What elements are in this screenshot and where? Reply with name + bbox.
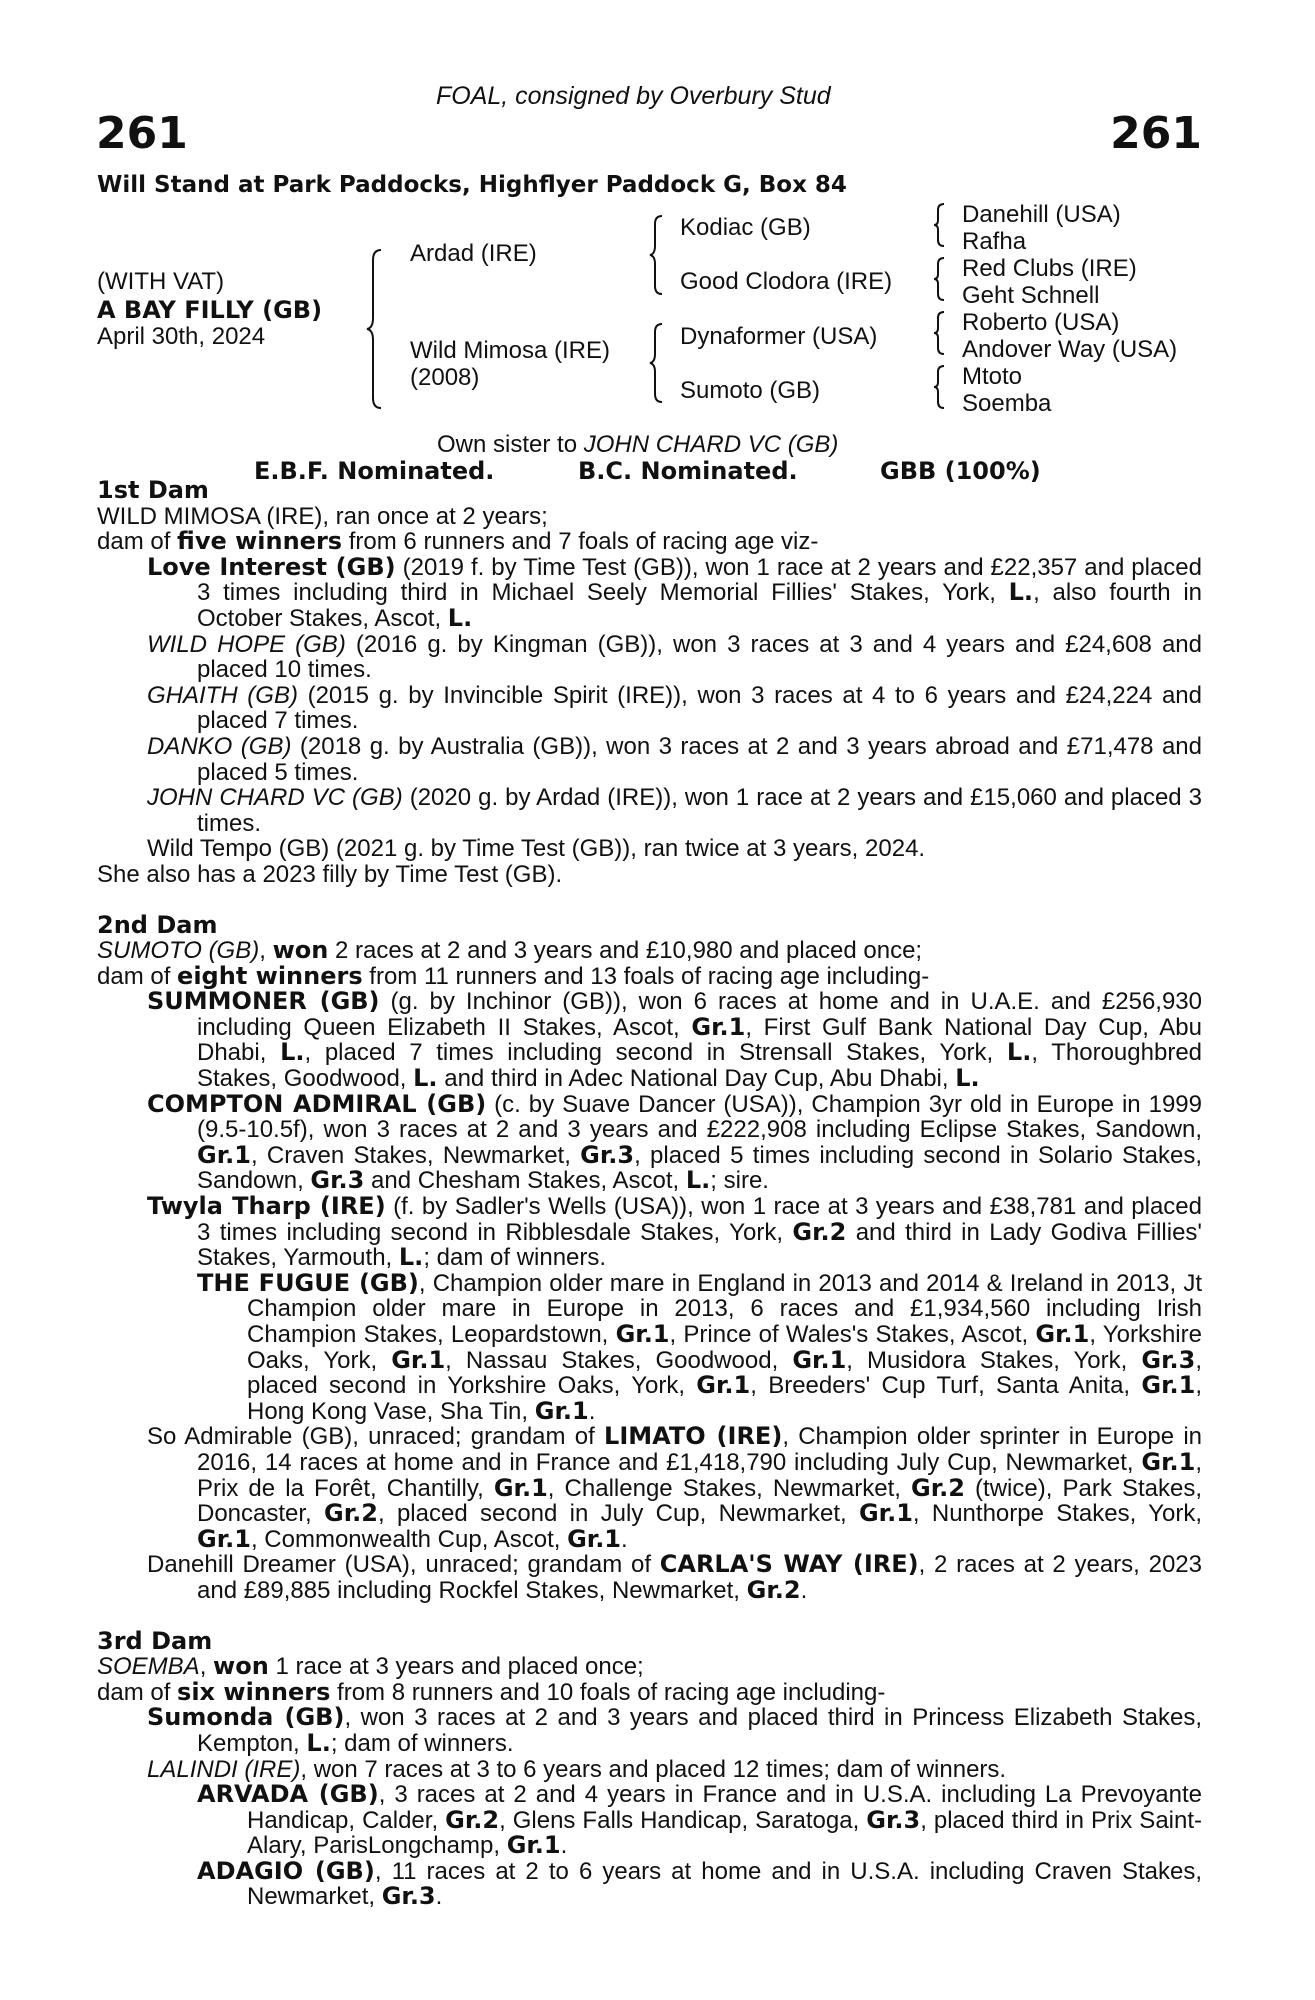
- foaling-date: April 30th, 2024: [97, 323, 266, 350]
- produce-ghaith: GHAITH (GB) (2015 g. by Invincible Spirit (IRE)), won 3 races at 4 to 6 years and £24,224 and placed 7 times.: [147, 681, 1202, 735]
- first-dam-produce-summary: dam of five winners from 6 runners and 7 foals of racing age viz-: [97, 527, 819, 556]
- stand-location: Will Stand at Park Paddocks, Highflyer Paddock G, Box 84: [97, 172, 847, 198]
- catalogue-body: [97, 478, 1202, 1910]
- produce-danehill-dreamer: Danehill Dreamer (USA), unraced; grandam of CARLA'S WAY (IRE), 2 races at 2 years, 2023 and £89,885 including Rockfel Stakes, Newmarket, Gr.2.: [147, 1550, 1202, 1604]
- lot-number-left: 261: [96, 108, 188, 159]
- bc-nominated: B.C. Nominated.: [578, 457, 798, 485]
- produce-2023-filly: She also has a 2023 filly by Time Test (GB).: [97, 860, 563, 888]
- gen3-dsd: Andover Way (USA): [962, 336, 1178, 363]
- dam-year: (2008): [410, 364, 480, 391]
- produce-wild-hope: WILD HOPE (GB) (2016 g. by Kingman (GB)), won 3 races at 3 and 4 years and £24,608 and placed 10 times.: [147, 630, 1202, 684]
- third-dam-heading: 3rd Dam: [97, 1626, 213, 1655]
- ebf-nominated: E.B.F. Nominated.: [254, 457, 495, 485]
- vat-note: (WITH VAT): [97, 268, 225, 295]
- dam-sire: Dynaformer (USA): [680, 323, 878, 350]
- produce-john-chard: JOHN CHARD VC (GB) (2020 g. by Ardad (IRE)), won 1 race at 2 years and £15,060 and placed 3 times.: [147, 784, 1203, 837]
- third-dam-produce-summary: dam of six winners from 8 runners and 10 foals of racing age including-: [97, 1677, 886, 1706]
- dam-dam: Sumoto (GB): [680, 377, 821, 404]
- produce-wild-tempo: Wild Tempo (GB) (2021 g. by Time Test (GB)), ran twice at 3 years, 2024.: [147, 835, 926, 863]
- produce-love-interest: Love Interest (GB) (2019 f. by Time Test (GB)), won 1 race at 2 years and £22,357 and placed 3 times including third in Michael Seely Memorial Fillies' Stakes, York, L., also fourth in October Stakes, Ascot, L.: [147, 552, 1203, 632]
- gen3-ddd: Soemba: [962, 390, 1052, 417]
- lot-title: A BAY FILLY (GB): [97, 296, 323, 324]
- produce-the-fugue: THE FUGUE (GB), Champion older mare in England in 2013 and 2014 & Ireland in 2013, Jt Champion older mare in Europe in 2013, 6 races and £1,934,560 including Irish Champion Stakes, Leopardstown, Gr.1, Prince of Wales's Stakes, Ascot, Gr.1, Yorkshire Oaks, York, Gr.1, Nassau Stakes, Goodwood, Gr.1, Musidora Stakes, York, Gr.3, placed second in Yorkshire Oaks, York, Gr.1, Breeders' Cup Turf, Santa Anita, Gr.1, Hong Kong Vase, Sha Tin, Gr.1.: [197, 1268, 1203, 1425]
- second-dam-intro: SUMOTO (GB), won 2 races at 2 and 3 years and £10,980 and placed once;: [97, 936, 923, 965]
- pedigree-brace-sire: [648, 214, 666, 296]
- first-dam-intro: WILD MIMOSA (IRE), ran once at 2 years;: [97, 502, 548, 530]
- produce-summoner: SUMMONER (GB) (g. by Inchinor (GB)), won 6 races at home and in U.A.E. and £256,930 including Queen Elizabeth II Stakes, Ascot, Gr.1, First Gulf Bank National Day Cup, Abu Dhabi, L., placed 7 times including second in Strensall Stakes, York, L., Thoroughbred Stakes, Goodwood, L. and third in Adec National Day Cup, Abu Dhabi, L.: [147, 987, 1203, 1093]
- pedigree-brace-ss: [932, 202, 948, 248]
- gen3-ssd: Rafha: [962, 228, 1027, 255]
- produce-sumonda: Sumonda (GB), won 3 races at 2 and 3 years and placed third in Princess Elizabeth Stakes, Kempton, L.; dam of winners.: [147, 1703, 1202, 1757]
- sire-dam: Good Clodora (IRE): [680, 268, 893, 295]
- pedigree-brace-main: [365, 248, 385, 410]
- gen3-dds: Mtoto: [962, 363, 1023, 390]
- consigned-by: FOAL, consigned by Overbury Stud: [436, 82, 831, 110]
- sire-sire: Kodiac (GB): [680, 214, 811, 241]
- produce-twyla-tharp: Twyla Tharp (IRE) (f. by Sadler's Wells (USA)), won 1 race at 3 years and £38,781 and placed 3 times including second in Ribblesdale Stakes, York, Gr.2 and third in Lady Godiva Fillies' Stakes, Yarmouth, L.; dam of winners.: [147, 1192, 1203, 1272]
- pedigree-brace-ds: [932, 310, 948, 356]
- produce-danko: DANKO (GB) (2018 g. by Australia (GB)), won 3 races at 2 and 3 years abroad and £71,478 and placed 5 times.: [147, 732, 1203, 786]
- second-dam-produce-summary: dam of eight winners from 11 runners and 13 foals of racing age including-: [97, 961, 930, 990]
- lot-number-right: 261: [1110, 108, 1202, 159]
- pedigree-brace-dd: [932, 364, 948, 410]
- first-dam-heading: 1st Dam: [97, 476, 209, 504]
- produce-lalindi: LALINDI (IRE), won 7 races at 3 to 6 years and placed 12 times; dam of winners.: [147, 1755, 1007, 1783]
- produce-compton-admiral: COMPTON ADMIRAL (GB) (c. by Suave Dancer (USA)), Champion 3yr old in Europe in 1999 (9.5-10.5f), won 3 races at 2 and 3 years and £222,908 including Eclipse Stakes, Sandown, Gr.1, Craven Stakes, Newmarket, Gr.3, placed 5 times including second in Solario Stakes, Sandown, Gr.3 and Chesham Stakes, Ascot, L.; sire.: [147, 1089, 1202, 1195]
- pedigree-brace-dam: [648, 322, 666, 404]
- produce-so-admirable: So Admirable (GB), unraced; grandam of LIMATO (IRE), Champion older sprinter in Europe in 2016, 14 races at home and in France and £1,418,790 including July Cup, Newmarket, Gr.1, Prix de la Forêt, Chantilly, Gr.1, Challenge Stakes, Newmarket, Gr.2 (twice), Park Stakes, Doncaster, Gr.2, placed second in July Cup, Newmarket, Gr.1, Nunthorpe Stakes, York, Gr.1, Commonwealth Cup, Ascot, Gr.1.: [147, 1422, 1203, 1553]
- sire: Ardad (IRE): [410, 240, 537, 267]
- produce-arvada: ARVADA (GB), 3 races at 2 and 4 years in France and in U.S.A. including La Prevoyante Handicap, Calder, Gr.2, Glens Falls Handicap, Saratoga, Gr.3, placed third in Prix Saint-Alary, ParisLongchamp, Gr.1.: [197, 1780, 1203, 1860]
- gen3-dss: Roberto (USA): [962, 309, 1120, 336]
- dam: Wild Mimosa (IRE): [410, 337, 611, 364]
- gen3-sds: Red Clubs (IRE): [962, 255, 1137, 282]
- produce-adagio: ADAGIO (GB), 11 races at 2 to 6 years at home and in U.S.A. including Craven Stakes, Newmarket, Gr.3.: [197, 1856, 1203, 1911]
- own-sister-note: Own sister to JOHN CHARD VC (GB): [437, 431, 839, 458]
- gen3-sss: Danehill (USA): [962, 201, 1121, 228]
- gen3-sdd: Geht Schnell: [962, 282, 1100, 309]
- gbb-note: GBB (100%): [880, 457, 1041, 485]
- second-dam-heading: 2nd Dam: [97, 910, 218, 939]
- pedigree-brace-sd: [932, 256, 948, 302]
- third-dam-intro: SOEMBA, won 1 race at 3 years and placed once;: [97, 1652, 644, 1681]
